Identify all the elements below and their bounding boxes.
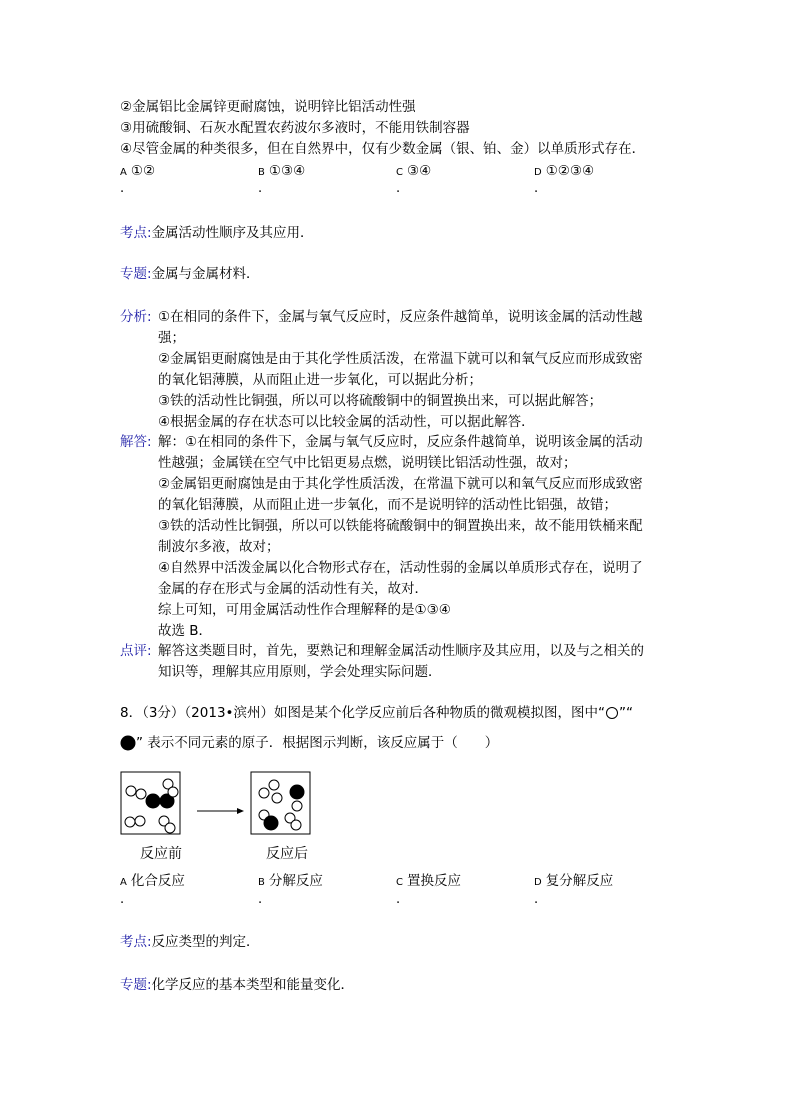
- black-atom: [264, 816, 279, 831]
- q8-kaodian-label: 考点:: [120, 934, 152, 950]
- jieda-line: 制波尔多液，故对；: [158, 539, 280, 555]
- kaodian-label: 考点:: [120, 225, 152, 241]
- q8-option-a: A 化合反应: [120, 873, 185, 889]
- q8-option-b-dot: .: [258, 892, 263, 907]
- reaction-diagram: [120, 771, 330, 841]
- q8-option-b: B 分解反应: [258, 873, 323, 889]
- jieda-line: 的氧化铝薄膜，从而阻止进一步氧化，而不是说明锌的活动性比铝强，故错；: [158, 497, 617, 513]
- black-atom: [290, 785, 305, 800]
- jieda-line: ④自然界中活泼金属以化合物形式存在，活动性弱的金属以单质形式存在，说明了: [158, 560, 643, 576]
- white-atom: [126, 786, 136, 796]
- kaodian-text: 金属活动性顺序及其应用．: [151, 225, 314, 241]
- white-atom: [168, 787, 178, 797]
- jieda-line: ②金属铝更耐腐蚀是由于其化学性质活泼，在常温下就可以和氧气反应而形成致密: [158, 476, 643, 492]
- zhuanti-text: 金属与金属材料．: [151, 266, 260, 282]
- option-d: D ①②③④: [534, 163, 595, 179]
- q8-zhuanti-row: [120, 975, 354, 996]
- white-atom: [259, 788, 269, 798]
- dianping-line: 知识等，理解其应用原则，学会处理实际问题．: [158, 664, 442, 680]
- q8-zhuanti-text: 化学反应的基本类型和能量变化．: [151, 977, 355, 993]
- jieda-line: 综上可知，可用金属活动性作合理解释的是①③④: [158, 602, 451, 618]
- option-d-dot: .: [534, 181, 539, 196]
- caption-before: 反应前: [140, 846, 182, 862]
- fenxi-line: ①在相同的条件下，金属与氧气反应时，反应条件越简单，说明该金属的活动性越: [158, 309, 643, 325]
- white-atom-icon: [605, 706, 619, 720]
- jieda-line: ③铁的活动性比铜强，所以可以铁能将硫酸铜中的铜置换出来，故不能用铁桶来配: [158, 518, 643, 534]
- q8-stem-line1: 8．（3分）（2013•滨州）如图是某个化学反应前后各种物质的微观模拟图，图中“ ”“: [120, 705, 633, 721]
- white-atom: [135, 816, 145, 826]
- q8-option-c-dot: .: [396, 892, 401, 907]
- q8-option-d-dot: .: [534, 892, 539, 907]
- option-a: A ①②: [120, 163, 156, 179]
- jieda-line: 性越强；金属镁在空气中比铝更易点燃，说明镁比铝活动性强，故对；: [158, 455, 577, 471]
- q8-zhuanti-label: 专题:: [120, 977, 152, 993]
- option-a-dot: .: [120, 181, 125, 196]
- white-atom: [136, 789, 146, 799]
- reaction-arrow-head: [237, 808, 244, 814]
- fenxi-line: ③铁的活动性比铜强，所以可以将硫酸铜中的铜置换出来，可以据此解答；: [158, 393, 603, 409]
- caption-after: 反应后: [266, 846, 308, 862]
- fenxi-line: 的氧化铝薄膜，从而阻止进一步氧化，可以据此分析；: [158, 372, 482, 388]
- white-atom: [269, 780, 279, 790]
- jieda-line: 故选 B．: [158, 623, 213, 639]
- option-c-dot: .: [396, 181, 401, 196]
- option-b-dot: .: [258, 181, 263, 196]
- fenxi-line: 强；: [158, 330, 185, 346]
- black-atom: [146, 794, 161, 809]
- jieda-line: 金属的存在形式与金属的活动性有关，故对．: [158, 581, 428, 597]
- q8-stem-line2: ” 表示不同元素的原子．根据图示判断，该反应属于（ ）: [120, 733, 498, 754]
- fenxi-label: 分析:: [120, 309, 152, 325]
- q8-option-c: C 置换反应: [396, 873, 461, 889]
- kaodian-row: [120, 223, 314, 244]
- white-atom: [165, 823, 175, 833]
- zhuanti-label: 专题:: [120, 266, 152, 282]
- statement-3: ③用硫酸铜、石灰水配置农药波尔多液时，不能用铁制容器: [120, 120, 470, 136]
- white-atom: [292, 801, 302, 811]
- q8-option-a-dot: .: [120, 892, 125, 907]
- statement-2: ②金属铝比金属锌更耐腐蚀，说明锌比铝活动性强: [120, 99, 416, 115]
- q8-kaodian-row: [120, 932, 260, 953]
- white-atom: [291, 820, 301, 830]
- dianping-label: 点评:: [120, 643, 152, 659]
- white-atom: [272, 793, 282, 803]
- zhuanti-row: [120, 264, 260, 285]
- dianping-line: 解答这类题目时，首先，要熟记和理解金属活动性顺序及其应用，以及与之相关的: [158, 643, 644, 659]
- option-b: B ①③④: [258, 163, 306, 179]
- jieda-label: 解答:: [120, 434, 152, 450]
- q8-kaodian-text: 反应类型的判定．: [151, 934, 260, 950]
- statement-4: ④尽管金属的种类很多，但在自然界中，仅有少数金属（银、铂、金）以单质形式存在．: [120, 141, 646, 157]
- fenxi-line: ②金属铝更耐腐蚀是由于其化学性质活泼，在常温下就可以和氧气反应而形成致密: [158, 351, 643, 367]
- black-atom-icon: [120, 735, 136, 751]
- jieda-line: 解：①在相同的条件下，金属与氧气反应时，反应条件越简单，说明该金属的活动: [158, 434, 643, 450]
- q8-option-d: D 复分解反应: [534, 873, 614, 889]
- option-c: C ③④: [396, 163, 432, 179]
- fenxi-line: ④根据金属的存在状态可以比较金属的活动性，可以据此解答．: [158, 414, 535, 430]
- white-atom: [125, 817, 135, 827]
